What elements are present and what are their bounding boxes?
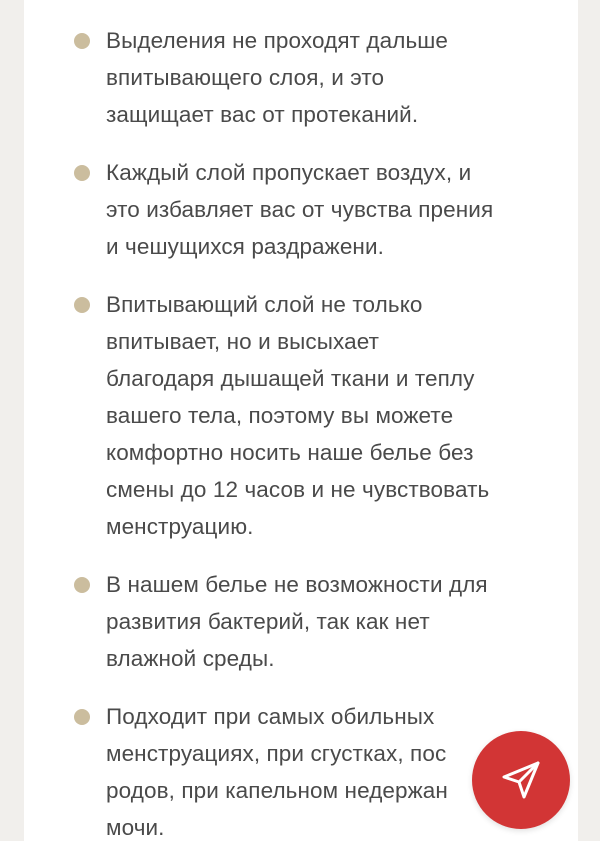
bullet-dot-icon (74, 709, 90, 725)
list-item-line: Каждый слой пропускает воздух, и (106, 160, 472, 185)
bullet-dot-icon (74, 297, 90, 313)
list-item-line: смены до 12 часов и не чувствовать (106, 477, 490, 502)
list-item-line: Выделения не проходят дальше (106, 28, 449, 53)
send-icon (498, 757, 544, 803)
list-item-line: В нашем белье не возможности для (106, 572, 488, 597)
bullet-dot-icon (74, 165, 90, 181)
bullet-dot-icon (74, 33, 90, 49)
list-item (74, 154, 544, 265)
list-item-line: менструацию. (106, 514, 254, 539)
list-item (74, 286, 544, 545)
list-item-line: родов, при капельном недержан (106, 778, 448, 803)
list-item-line: развития бактерий, так как нет (106, 609, 430, 634)
list-item-line: Подходит при самых обильных (106, 704, 435, 729)
list-item-line: мочи. (106, 815, 165, 840)
list-item-line: вашего тела, поэтому вы можете (106, 403, 454, 428)
list-item-line: и чешущихся раздражени. (106, 234, 384, 259)
benefits-list (74, 22, 544, 841)
list-item-line: благодаря дышащей ткани и теплу (106, 366, 475, 391)
list-item-line: влажной среды. (106, 646, 275, 671)
list-item-line: впитывает, но и высыхает (106, 329, 380, 354)
list-item-line: Впитывающий слой не только (106, 292, 423, 317)
list-item (74, 22, 544, 133)
list-item-line: защищает вас от протеканий. (106, 102, 419, 127)
bullet-dot-icon (74, 577, 90, 593)
list-item-line: комфортно носить наше белье без (106, 440, 474, 465)
list-item-line: впитывающего слоя, и это (106, 65, 385, 90)
list-item-line: менструациях, при сгустках, пос (106, 741, 447, 766)
list-item-line: это избавляет вас от чувства прения (106, 197, 494, 222)
send-message-button[interactable] (472, 731, 570, 829)
list-item (74, 566, 544, 677)
